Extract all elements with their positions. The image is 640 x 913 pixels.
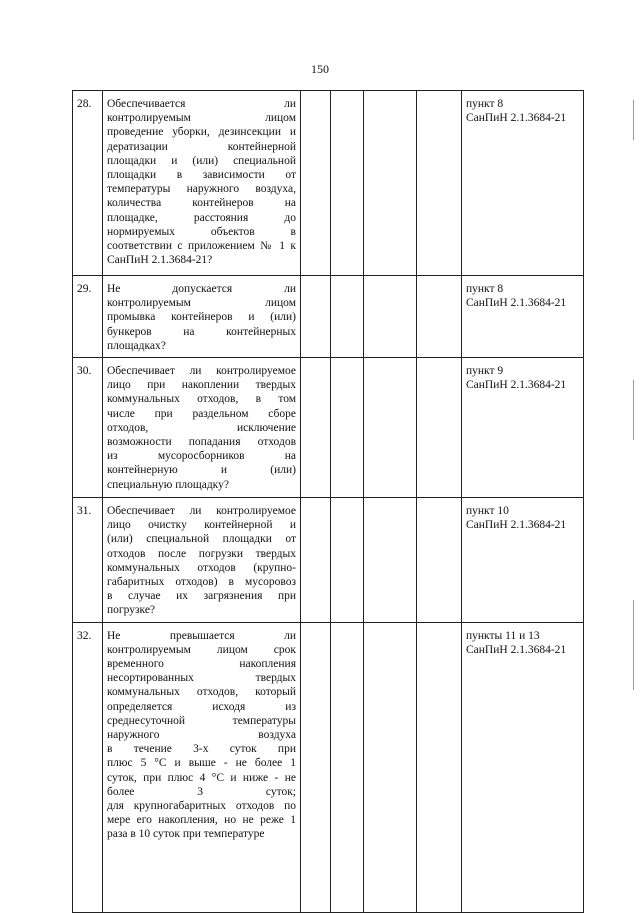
question-line: временного накопления [107, 658, 296, 671]
question-line: габаритных отходов) в мусоровоз [107, 576, 296, 589]
table-row [73, 91, 584, 276]
table-row [73, 276, 584, 358]
answer-cell [331, 276, 364, 358]
question-line: Обеспечивает ли контролируемое [107, 505, 296, 518]
reference-cell [462, 358, 584, 498]
question-line: коммунальных отходов (крупно- [107, 561, 296, 574]
question-line: несортированных твердых [107, 672, 296, 685]
question-line: более 3 суток; [107, 785, 296, 798]
answer-cell [301, 622, 331, 912]
question-line: коммунальных отходов, в том [107, 393, 296, 406]
question-line: в случае их загрязнения при [107, 590, 296, 603]
answer-cell [331, 622, 364, 912]
question-cell [103, 91, 301, 276]
answer-cell [301, 498, 331, 623]
question-line: лицо очистку контейнерной и [107, 519, 296, 532]
reference-line: СанПиН 2.1.3684-21 [466, 297, 567, 310]
question-line: площадки и (или) специальной [107, 154, 296, 167]
question-line: Не допускается ли [107, 283, 296, 295]
answer-cell [364, 358, 417, 498]
question-line: Не превышается ли [107, 629, 296, 642]
reference-line: СанПиН 2.1.3684-21 [466, 643, 567, 656]
margin-mark [633, 100, 634, 140]
answer-cell [417, 358, 462, 498]
question-line: бункеров на контейнерных [107, 325, 296, 338]
answer-cell [364, 276, 417, 358]
reference-line: пункт 8 [466, 283, 504, 295]
question-line: раза в 10 суток при температуре [107, 828, 265, 841]
answer-cell [417, 622, 462, 912]
question-line: отходов после погрузки твердых [107, 547, 296, 560]
question-line: числе при раздельном сборе [107, 407, 296, 420]
question-line: (или) специальной площадки от [107, 533, 296, 546]
question-line: суток, при плюс 4 °С и ниже - не [107, 771, 296, 784]
question-line: контейнерную и (или) [107, 464, 296, 477]
reference-cell [462, 498, 584, 623]
reference-cell [462, 622, 584, 912]
question-line: нормируемых объектов в [107, 225, 296, 238]
question-line: контролируемым лицом [107, 297, 296, 310]
question-line: погрузке? [107, 604, 156, 617]
question-line: соответствии с приложением № 1 к [107, 240, 296, 253]
page-number: 150 [311, 62, 329, 76]
question-line: контролируемым лицом срок [107, 643, 296, 656]
answer-cell [417, 276, 462, 358]
question-line: площадки в зависимости от [107, 169, 296, 182]
question-line: отходов, исключение [107, 421, 296, 434]
question-cell [103, 622, 301, 912]
row-number: 29. [73, 276, 103, 358]
question-line: для крупногабаритных отходов по [107, 800, 296, 813]
table-row [73, 622, 584, 912]
question-line: в течение 3-х суток при [107, 743, 296, 756]
question-line: специальную площадку? [107, 478, 229, 491]
question-line: дератизации контейнерной [107, 140, 296, 153]
answer-cell [331, 358, 364, 498]
question-cell [103, 276, 301, 358]
question-line: СанПиН 2.1.3684-21? [107, 254, 213, 267]
question-line: промывка контейнеров и (или) [107, 311, 296, 324]
question-cell [103, 358, 301, 498]
answer-cell [364, 622, 417, 912]
reference-cell [462, 276, 584, 358]
row-number: 32. [73, 622, 103, 912]
reference-line: пункт 10 [466, 505, 509, 518]
question-line: мере его накопления, но не реже 1 [107, 814, 296, 827]
reference-line: пункты 11 и 13 [466, 629, 540, 642]
answer-cell [331, 91, 364, 276]
answer-cell [364, 498, 417, 623]
row-number: 31. [73, 498, 103, 623]
checklist-table [72, 90, 584, 913]
answer-cell [417, 498, 462, 623]
question-line: площадках? [107, 339, 166, 352]
question-line: среднесуточной температуры [107, 714, 296, 727]
question-line: лицо при накоплении твердых [107, 379, 296, 392]
question-line: из мусоросборников на [107, 450, 296, 463]
question-line: определяется исходя из [107, 700, 296, 713]
margin-mark [633, 600, 634, 690]
answer-cell [301, 91, 331, 276]
table-row [73, 498, 584, 623]
reference-line: пункт 9 [466, 365, 504, 378]
answer-cell [364, 91, 417, 276]
question-line: возможности попадания отходов [107, 436, 296, 449]
reference-line: пункт 8 [466, 98, 504, 110]
reference-cell [462, 91, 584, 276]
answer-cell [417, 91, 462, 276]
margin-mark [633, 380, 634, 440]
question-line: Обеспечивает ли контролируемое [107, 365, 296, 378]
question-line: наружного воздуха [107, 729, 296, 742]
answer-cell [301, 276, 331, 358]
answer-cell [301, 358, 331, 498]
question-line: плюс 5 °С и выше - не более 1 [107, 757, 296, 770]
question-line: проведение уборки, дезинсекции и [107, 126, 296, 139]
reference-line: СанПиН 2.1.3684-21 [466, 112, 567, 125]
table-row [73, 358, 584, 498]
answer-cell [331, 498, 364, 623]
question-line: контролируемым лицом [107, 112, 296, 125]
question-line: Обеспечивается ли [107, 98, 296, 110]
row-number: 30. [73, 358, 103, 498]
question-line: количества контейнеров на [107, 197, 296, 210]
question-line: площадке, расстояния до [107, 211, 296, 224]
question-cell [103, 498, 301, 623]
reference-line: СанПиН 2.1.3684-21 [466, 379, 567, 392]
question-line: температуры наружного воздуха, [107, 183, 296, 196]
reference-line: СанПиН 2.1.3684-21 [466, 519, 567, 532]
row-number: 28. [73, 91, 103, 276]
question-line: коммунальных отходов, который [107, 686, 296, 699]
